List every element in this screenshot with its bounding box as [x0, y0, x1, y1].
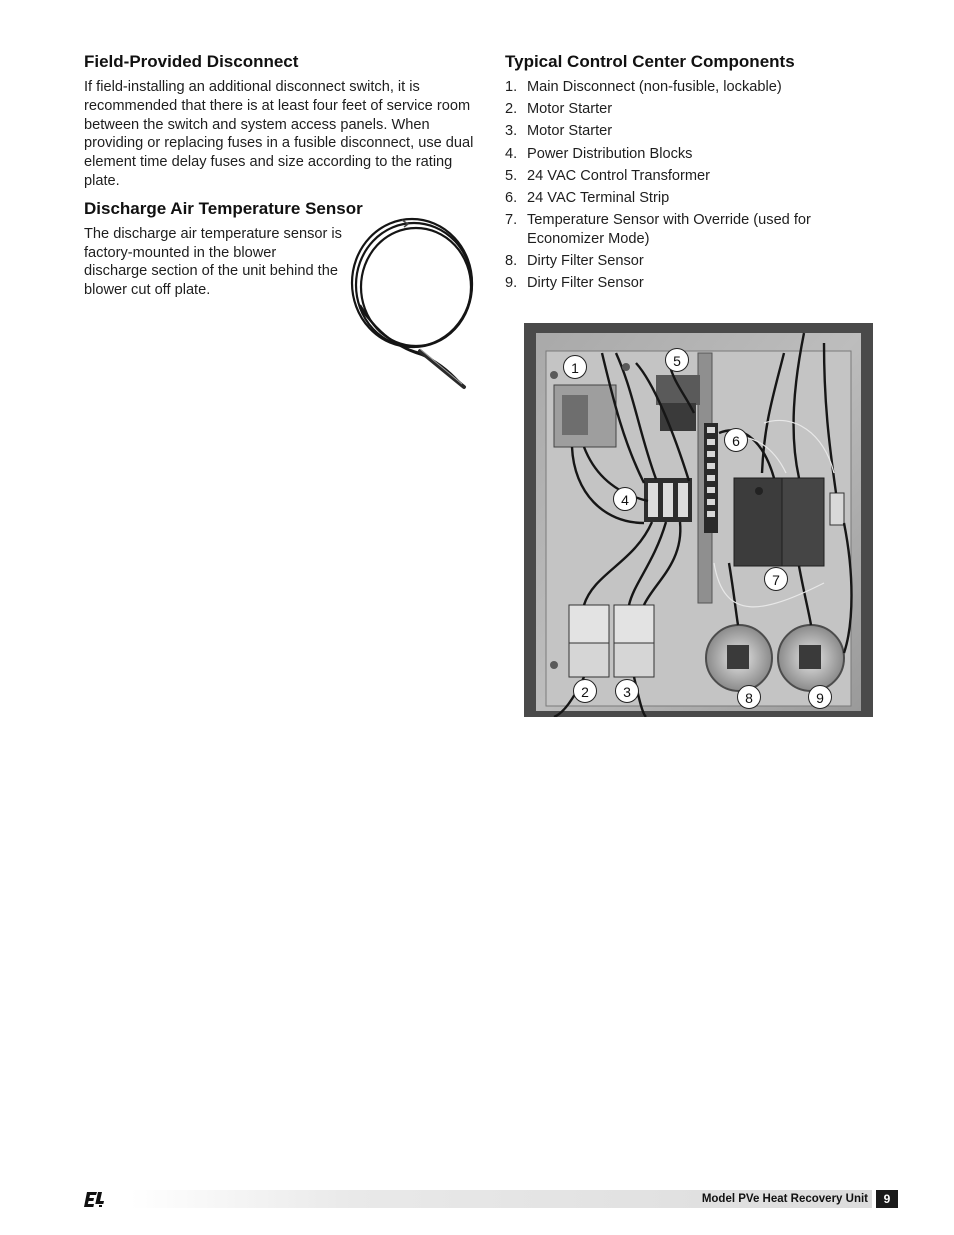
- disconnect-heading: Field-Provided Disconnect: [84, 52, 299, 71]
- list-item: 8. Dirty Filter Sensor: [505, 252, 644, 269]
- sensor-body: The discharge air temperature sensor is factory-mounted in the blower discharge section of the unit behind the blower cut off plate.: [84, 225, 342, 299]
- sensor-content: [84, 225, 479, 300]
- list-item: 3. Motor Starter: [505, 123, 613, 140]
- list-item: 9. Dirty Filter Sensor: [505, 275, 644, 291]
- components-list: [505, 78, 885, 293]
- sensor-section: [84, 199, 479, 300]
- right-column: [505, 52, 885, 296]
- company-logo-icon: [84, 1190, 106, 1208]
- control-center-photo: [524, 323, 873, 717]
- callout-6: 6: [724, 428, 748, 452]
- callout-7: 7: [764, 567, 788, 591]
- sensor-heading: Discharge Air Temperature Sensor: [84, 198, 363, 218]
- page-number: 9: [876, 1190, 898, 1208]
- temperature-sensor-image: [342, 215, 482, 395]
- callout-3: 3: [615, 679, 639, 703]
- footer-title: Model PVe Heat Recovery Unit: [701, 1193, 868, 1205]
- components-heading: Typical Control Center Components: [505, 52, 795, 71]
- control-panel-illustration: [524, 323, 873, 717]
- callout-9: 9: [808, 685, 832, 709]
- callout-2: 2: [573, 679, 597, 703]
- list-item: 4. Power Distribution Blocks: [505, 145, 693, 162]
- disconnect-body: If field-installing an additional disconnect switch, it is recommended that there is at least four feet of service room between the switch and system access panels. When providing or replacing fuses in a fusible disconnect, use dual element time delay fuses and size according to the rating plate.: [84, 79, 474, 189]
- disconnect-section: [84, 52, 479, 191]
- list-item: 5. 24 VAC Control Transformer: [505, 167, 711, 184]
- list-item: 2. Motor Starter: [505, 101, 613, 118]
- list-item: 7. Temperature Sensor with Override (used for Economizer Mode): [505, 212, 811, 247]
- callout-1: 1: [563, 355, 587, 379]
- list-item: 6. 24 VAC Terminal Strip: [505, 189, 670, 206]
- callout-4: 4: [613, 487, 637, 511]
- list-item: 1. Main Disconnect (non-fusible, lockable): [505, 79, 782, 95]
- callout-5: 5: [665, 348, 689, 372]
- left-column: [84, 52, 479, 300]
- callout-8: 8: [737, 685, 761, 709]
